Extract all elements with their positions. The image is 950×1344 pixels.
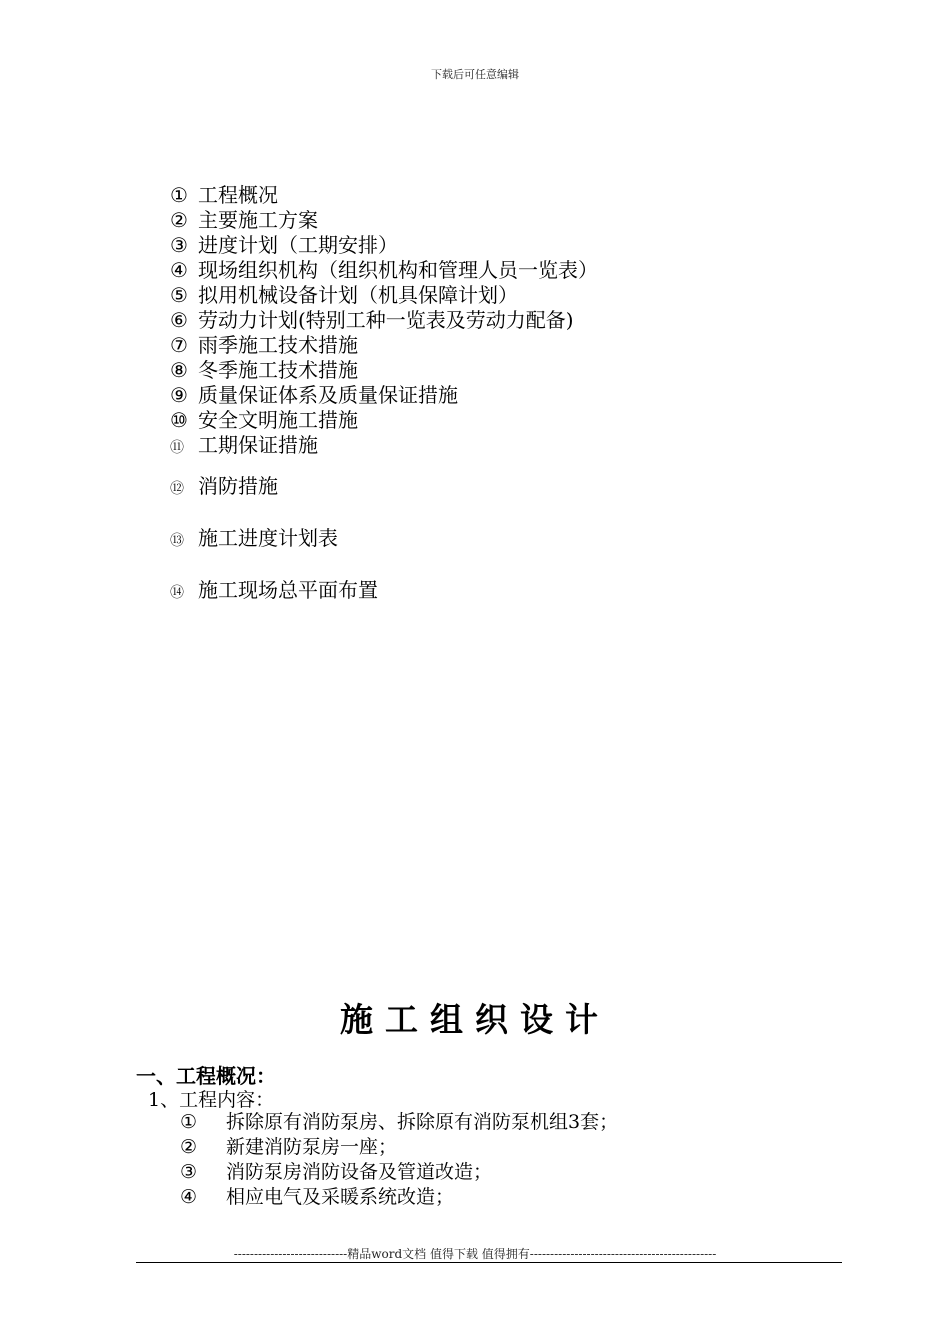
item-text: 拆除原有消防泵房、拆除原有消防泵机组3套； — [226, 1111, 619, 1133]
item-text: 新建消防泵房一座； — [226, 1136, 398, 1158]
toc-text: 施工进度计划表 — [198, 526, 338, 550]
toc-text: 现场组织机构（组织机构和管理人员一览表） — [198, 258, 598, 282]
toc-item — [170, 308, 598, 333]
toc-number: ② — [170, 208, 188, 232]
toc-number: ⑩ — [170, 408, 188, 432]
list-item — [180, 1160, 618, 1185]
footer-divider — [136, 1262, 842, 1263]
toc-text: 施工现场总平面布置 — [198, 578, 378, 602]
toc-item — [170, 358, 598, 383]
toc-number: ⑦ — [170, 333, 188, 357]
toc-number: ⑬ — [170, 533, 184, 549]
toc-text: 工程概况 — [198, 183, 278, 207]
list-item — [180, 1135, 618, 1160]
section-heading: 一、工程概况： — [136, 1064, 276, 1088]
toc-text: 工期保证措施 — [198, 433, 318, 457]
toc-item — [170, 233, 598, 258]
list-item — [180, 1110, 618, 1135]
table-of-contents — [170, 183, 598, 606]
toc-item — [170, 333, 598, 358]
header-note: 下载后可任意编辑 — [431, 68, 519, 81]
toc-text: 冬季施工技术措施 — [198, 358, 358, 382]
item-number: ① — [180, 1111, 198, 1133]
toc-text: 劳动力计划(特别工种一览表及劳动力配备) — [198, 308, 574, 332]
toc-number: ⑨ — [170, 383, 188, 407]
toc-item — [170, 283, 598, 308]
toc-number: ④ — [170, 258, 188, 282]
document-title: 施工组织设计 — [340, 1000, 610, 1039]
footer-note: ----------------------------精品word文档 值得下载 值得拥有---------------------------------------------- — [233, 1247, 717, 1261]
item-number: ④ — [180, 1186, 198, 1208]
toc-text: 安全文明施工措施 — [198, 408, 358, 432]
item-text: 消防泵房消防设备及管道改造； — [226, 1161, 493, 1183]
sub-heading: 1、工程内容： — [148, 1089, 275, 1111]
toc-number: ① — [170, 183, 188, 207]
toc-number: ⑥ — [170, 308, 188, 332]
item-number: ② — [180, 1136, 198, 1158]
toc-text: 拟用机械设备计划（机具保障计划） — [198, 283, 518, 307]
toc-number: ⑤ — [170, 283, 188, 307]
toc-item — [170, 433, 598, 461]
toc-item — [170, 183, 598, 208]
toc-text: 消防措施 — [198, 474, 278, 498]
toc-item — [170, 526, 598, 554]
toc-number: ③ — [170, 233, 188, 257]
item-number: ③ — [180, 1161, 198, 1183]
toc-text: 质量保证体系及质量保证措施 — [198, 383, 458, 407]
toc-item — [170, 578, 598, 606]
toc-number: ⑪ — [170, 440, 184, 456]
toc-number: ⑫ — [170, 481, 184, 497]
toc-text: 进度计划（工期安排） — [198, 233, 398, 257]
list-item — [180, 1185, 618, 1210]
toc-item — [170, 408, 598, 433]
toc-item — [170, 474, 598, 502]
toc-text: 主要施工方案 — [198, 208, 318, 232]
toc-number: ⑧ — [170, 358, 188, 382]
toc-item — [170, 208, 598, 233]
item-text: 相应电气及采暖系统改造； — [226, 1186, 455, 1208]
work-items-list — [180, 1110, 618, 1210]
toc-item — [170, 258, 598, 283]
toc-text: 雨季施工技术措施 — [198, 333, 358, 357]
toc-number: ⑭ — [170, 585, 184, 601]
toc-item — [170, 383, 598, 408]
